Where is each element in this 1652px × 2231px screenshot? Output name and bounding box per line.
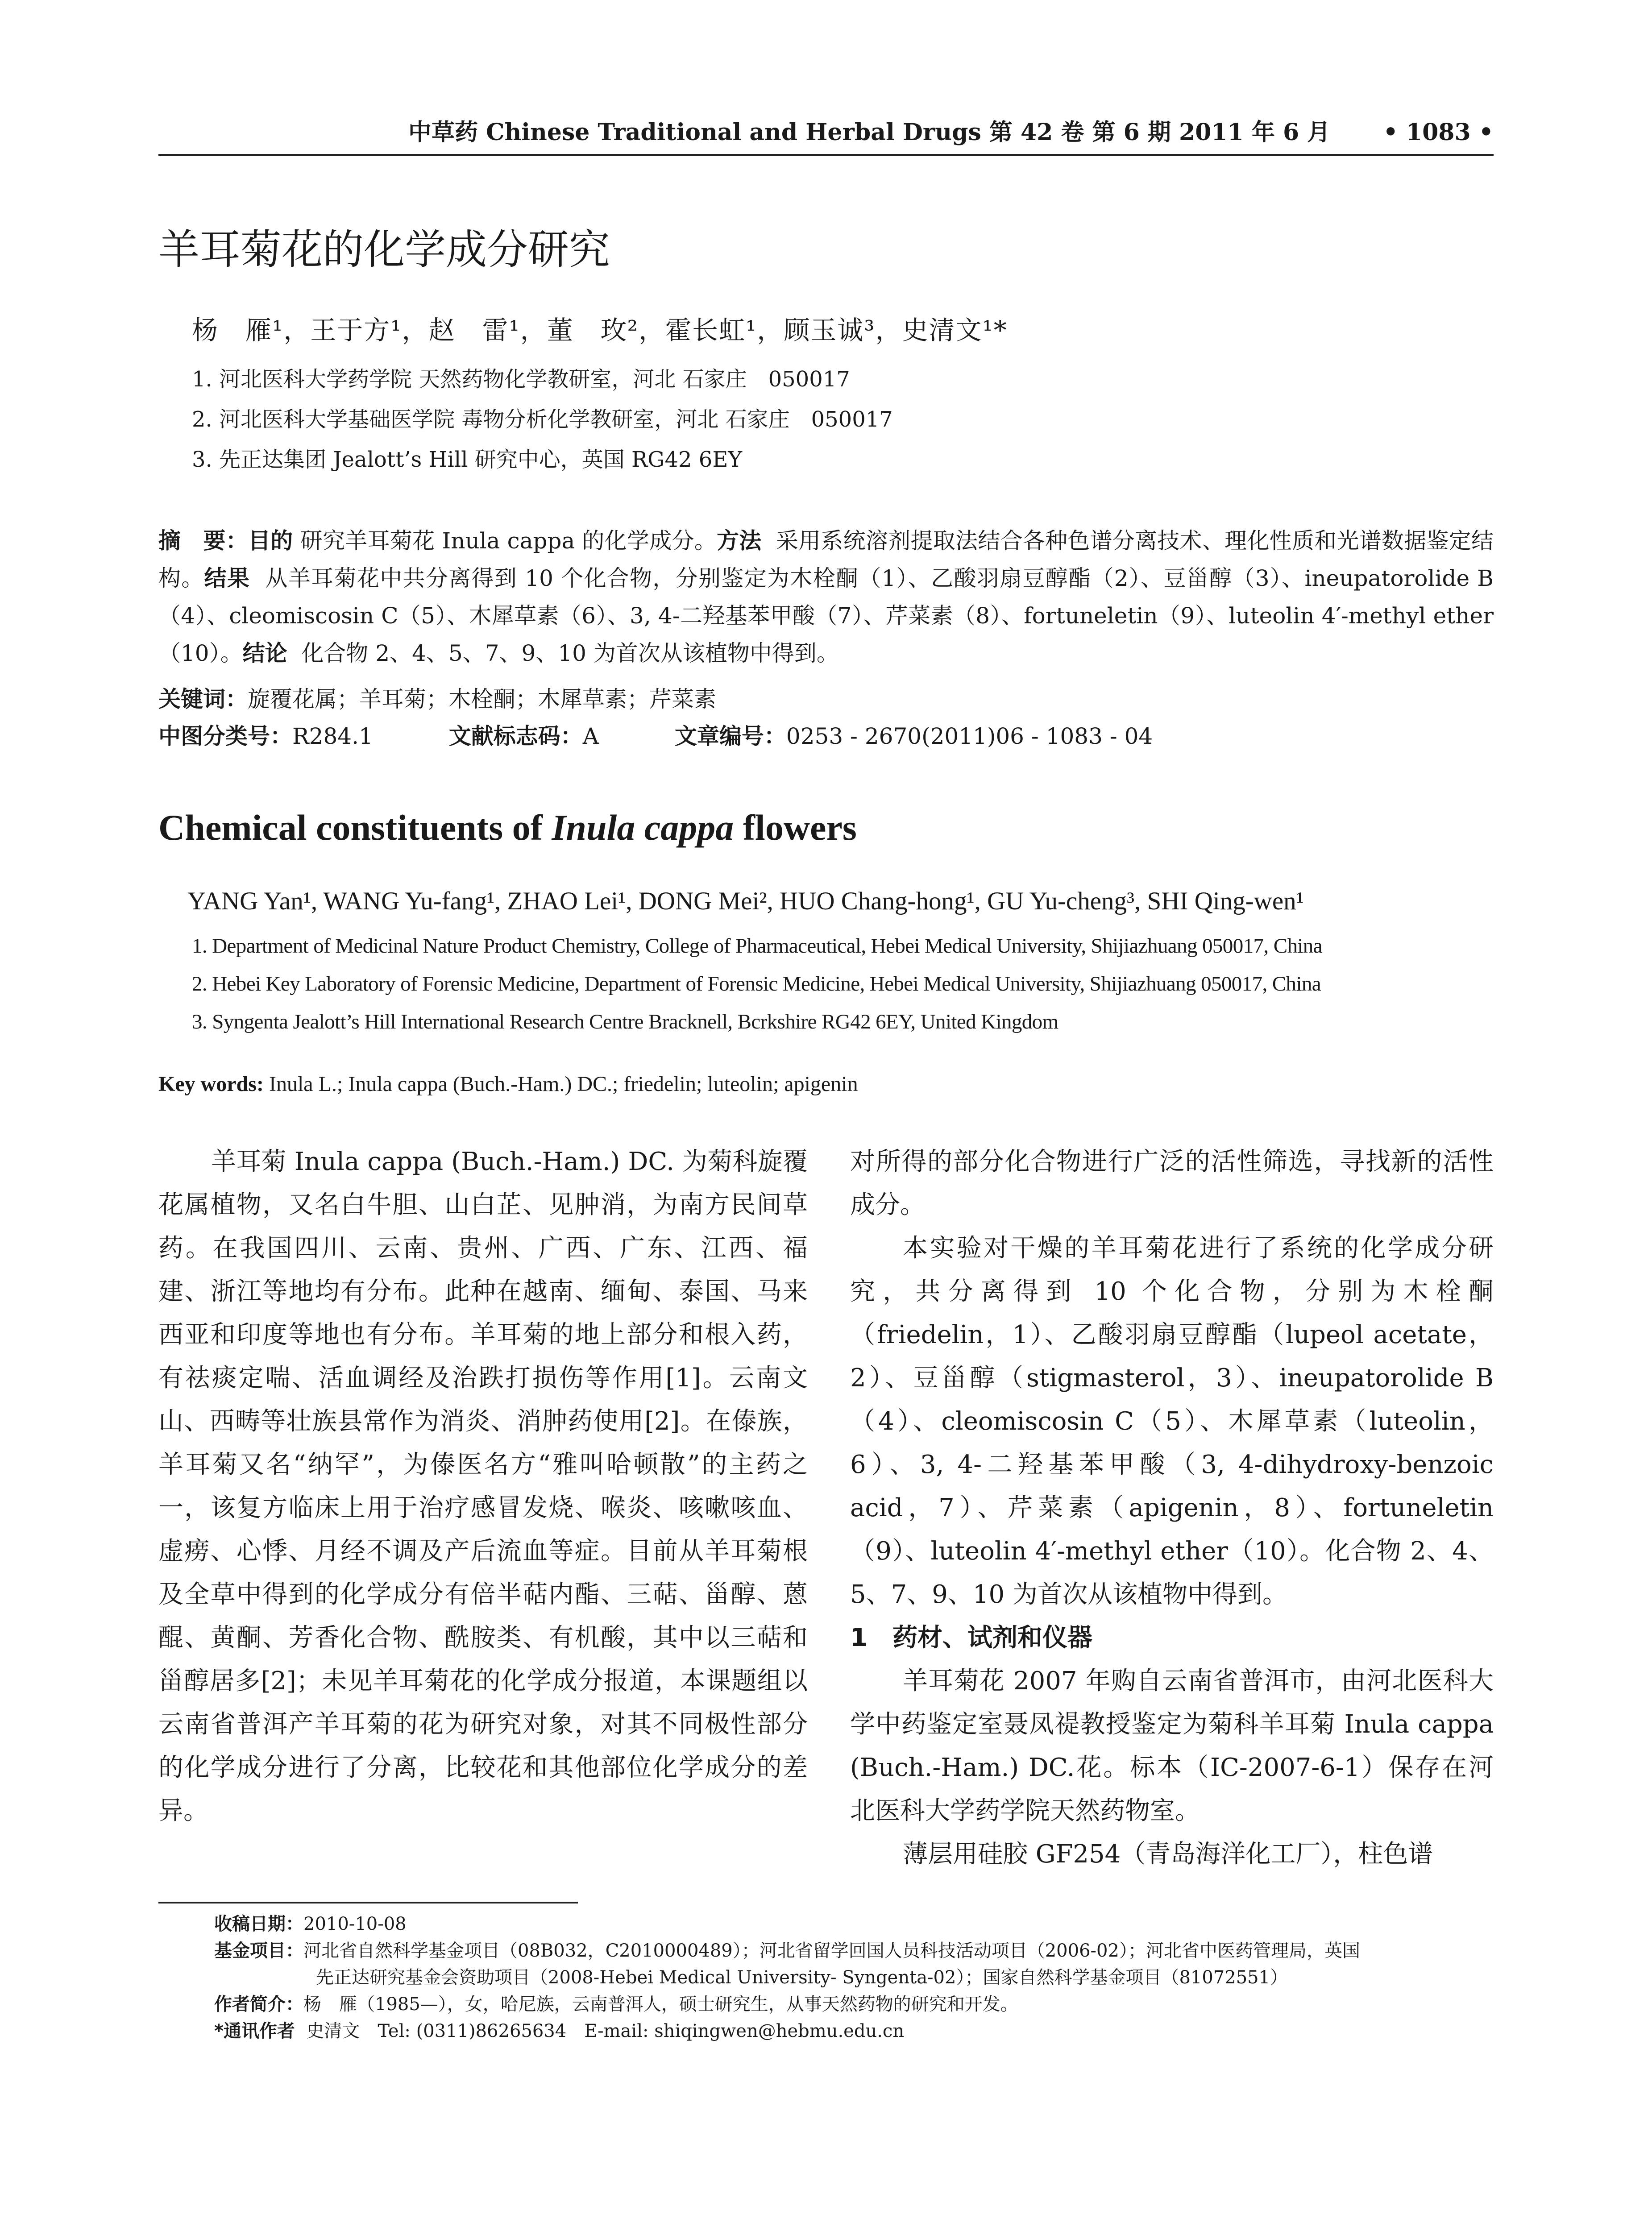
received-label: 收稿日期： <box>214 1914 303 1934</box>
header-rule <box>158 154 1494 156</box>
abstract-methods: 采用系统溶剂提取法结合各种色谱分离技术、理化性质和光谱数据鉴定结构。 <box>158 528 1494 591</box>
abstract-methods-label: 方法 <box>717 528 762 554</box>
abstract-conclusion-label: 结论 <box>242 640 287 666</box>
chinese-abstract <box>158 522 1494 672</box>
body-right-column <box>850 1140 1494 1876</box>
page-number: • 1083 • <box>1383 119 1494 146</box>
chinese-authors: 杨 雁¹，王于方¹，赵 雷¹，董 玫²，霍长虹¹，顾玉诚³，史清文¹* <box>192 315 1008 345</box>
english-keywords-text: Inula L.; Inula cappa (Buch.-Ham.) DC.; friedelin; luteolin; apigenin <box>269 1072 858 1096</box>
clc-label: 中图分类号： <box>158 723 292 749</box>
english-title-part2: flowers <box>734 807 857 848</box>
summary-paragraph: 本实验对干燥的羊耳菊花进行了系统的化学成分研究，共分离得到 10 个化合物，分别为木栓酮（friedelin，1）、乙酸羽扇豆醇酯（lupeol acetate，2）、豆甾醇（stigmasterol，3）、ineupatorolide B（4）、cleomiscosin C（5）、木犀草素（luteolin，6）、3, 4-二羟基苯甲酸（3, 4-dihydroxy-benzoic acid，7）、芹菜素（apigenin，8）、fortuneletin（9）、luteolin 4′-methyl ether（10）。化合物 2、4、5、7、9、10 为首次从该植物中得到。 <box>850 1234 1494 1609</box>
materials-paragraph: 羊耳菊花 2007 年购自云南省普洱市，由河北医科大学中药鉴定室聂凤禔教授鉴定为菊科羊耳菊 Inula cappa (Buch.-Ham.) DC.花。标本（IC-2007-6-1）保存在河北医科大学药学院天然药物室。 <box>850 1667 1494 1825</box>
body-left-column <box>158 1140 808 1833</box>
funding-label: 基金项目： <box>214 1941 303 1961</box>
english-keywords <box>158 1069 858 1100</box>
author-bio-text: 杨 雁（1985—），女，哈尼族，云南普洱人，硕士研究生，从事天然药物的研究和开发。 <box>303 1994 1018 2015</box>
received-date: 2010-10-08 <box>303 1914 407 1934</box>
keywords-text: 旋覆花属；羊耳菊；木栓酮；木犀草素；芹菜素 <box>248 686 716 712</box>
intro-paragraph: 羊耳菊 Inula cappa (Buch.-Ham.) DC. 为菊科旋覆花属植物，又名白牛胆、山白芷、见肿消，为南方民间草药。在我国四川、云南、贵州、广西、广东、江西、福建、浙江等地均有分布。此种在越南、缅甸、泰国、马来西亚和印度等地也有分布。羊耳菊的地上部分和根入药，有祛痰定喘、活血调经及治跌打损伤等作用[1]。云南文山、西畴等壮族县常作为消炎、消肿药使用[2]。在傣族，羊耳菊又名“纳罕”，为傣医名方“雅叫哈顿散”的主药之一，该复方临床上用于治疗感冒发烧、喉炎、咳嗽咳血、虚痨、心悸、月经不调及产后流血等症。目前从羊耳菊根及全草中得到的化学成分有倍半萜内酯、三萜、甾醇、蒽醌、黄酮、芳香化合物、酰胺类、有机酸，其中以三萜和甾醇居多[2]；未见羊耳菊花的化学成分报道，本课题组以云南省普洱产羊耳菊的花为研究对象，对其不同极性部分的化学成分进行了分离，比较花和其他部位化学成分的差异。 <box>158 1147 808 1825</box>
footnote-rule <box>158 1902 578 1903</box>
reagents-paragraph: 薄层用硅胶 GF254（青岛海洋化工厂），柱色谱 <box>903 1840 1433 1869</box>
author-bio-label: 作者简介： <box>214 1994 303 2015</box>
chinese-keywords <box>158 680 716 718</box>
footnote-funding <box>214 1937 1494 1964</box>
chinese-affiliation-2: 2. 河北医科大学基础医学院 毒物分析化学教研室，河北 石家庄 050017 <box>192 407 893 432</box>
english-title-part1: Chemical constituents of <box>158 807 552 848</box>
footnote-author <box>214 1991 1494 2018</box>
article-no-value: 0253 - 2670(2011)06 - 1083 - 04 <box>786 723 1153 749</box>
keywords-label: 关键词： <box>158 686 248 712</box>
corresponding-label: *通讯作者 <box>214 2021 295 2041</box>
doc-code-label: 文献标志码： <box>448 723 583 749</box>
english-authors: YANG Yan¹, WANG Yu-fang¹, ZHAO Lei¹, DONG Mei², HUO Chang-hong¹, GU Yu-cheng³, SHI Qing-wen¹ <box>187 887 1304 915</box>
english-keywords-label: Key words: <box>158 1072 264 1096</box>
abstract-conclusion: 化合物 2、4、5、7、9、10 为首次从该植物中得到。 <box>301 640 839 666</box>
funding-text: 河北省自然科学基金项目（08B032，C2010000489）；河北省留学回国人员科技活动项目（2006-02）；河北省中医药管理局，英国 <box>303 1941 1360 1961</box>
chinese-title: 羊耳菊花的化学成分研究 <box>158 226 610 274</box>
chinese-affiliation-3: 3. 先正达集团 Jealott’s Hill 研究中心，英国 RG42 6EY <box>192 447 743 472</box>
footnote-corresponding <box>214 2018 1494 2044</box>
english-affiliation-2: 2. Hebei Key Laboratory of Forensic Medicine, Department of Forensic Medicine, Hebei Medical University, Shijiazhuang 050017, China <box>192 972 1321 995</box>
abstract-results: 从羊耳菊花中共分离得到 10 个化合物，分别鉴定为木栓酮（1）、乙酸羽扇豆醇酯（2）、豆甾醇（3）、ineupatorolide B（4）、cleomiscosin C（5）、木犀草素（6）、3, 4-二羟基苯甲酸（7）、芹菜素（8）、fortuneletin（9）、luteolin 4′-methyl ether（10）。 <box>158 565 1494 666</box>
classification-line <box>158 717 1153 755</box>
journal-header: 中草药 Chinese Traditional and Herbal Drugs 第 42 卷 第 6 期 2011 年 6 月 <box>408 119 1331 146</box>
english-affiliation-1: 1. Department of Medicinal Nature Product Chemistry, College of Pharmaceutical, Hebei Medical University, Shijiazhuang 050017, China <box>192 934 1322 958</box>
abstract-results-label: 结果 <box>204 565 250 591</box>
footnote-received <box>214 1911 1494 1937</box>
intro-paragraph-continued: 对所得的部分化合物进行广泛的活性筛选，寻找新的活性成分。 <box>850 1147 1494 1219</box>
footnote-funding-continued: 先正达研究基金会资助项目（2008-Hebei Medical University- Syngenta-02）；国家自然科学基金项目（81072551） <box>316 1967 1288 1988</box>
abstract-objective: 研究羊耳菊花 Inula cappa 的化学成分。 <box>300 528 717 554</box>
abstract-label: 摘 要： <box>158 528 249 554</box>
english-title-species: Inula cappa <box>552 807 734 848</box>
footnotes <box>214 1911 1494 2044</box>
article-no-label: 文章编号： <box>674 723 786 749</box>
doc-code-value: A <box>582 723 599 749</box>
chinese-affiliation-1: 1. 河北医科大学药学院 天然药物化学教研室，河北 石家庄 050017 <box>192 367 850 392</box>
corresponding-text: 史清文 Tel: (0311)86265634 E-mail: shiqingwen@hebmu.edu.cn <box>306 2021 905 2041</box>
english-title <box>158 803 857 852</box>
running-header <box>158 117 1494 148</box>
english-affiliation-3: 3. Syngenta Jealott’s Hill International Research Centre Bracknell, Bcrkshire RG42 6EY, United Kingdom <box>192 1010 1058 1033</box>
clc-value: R284.1 <box>292 723 373 749</box>
abstract-objective-label: 目的 <box>248 528 293 554</box>
section-1-heading: 1 药材、试剂和仪器 <box>850 1623 1092 1652</box>
